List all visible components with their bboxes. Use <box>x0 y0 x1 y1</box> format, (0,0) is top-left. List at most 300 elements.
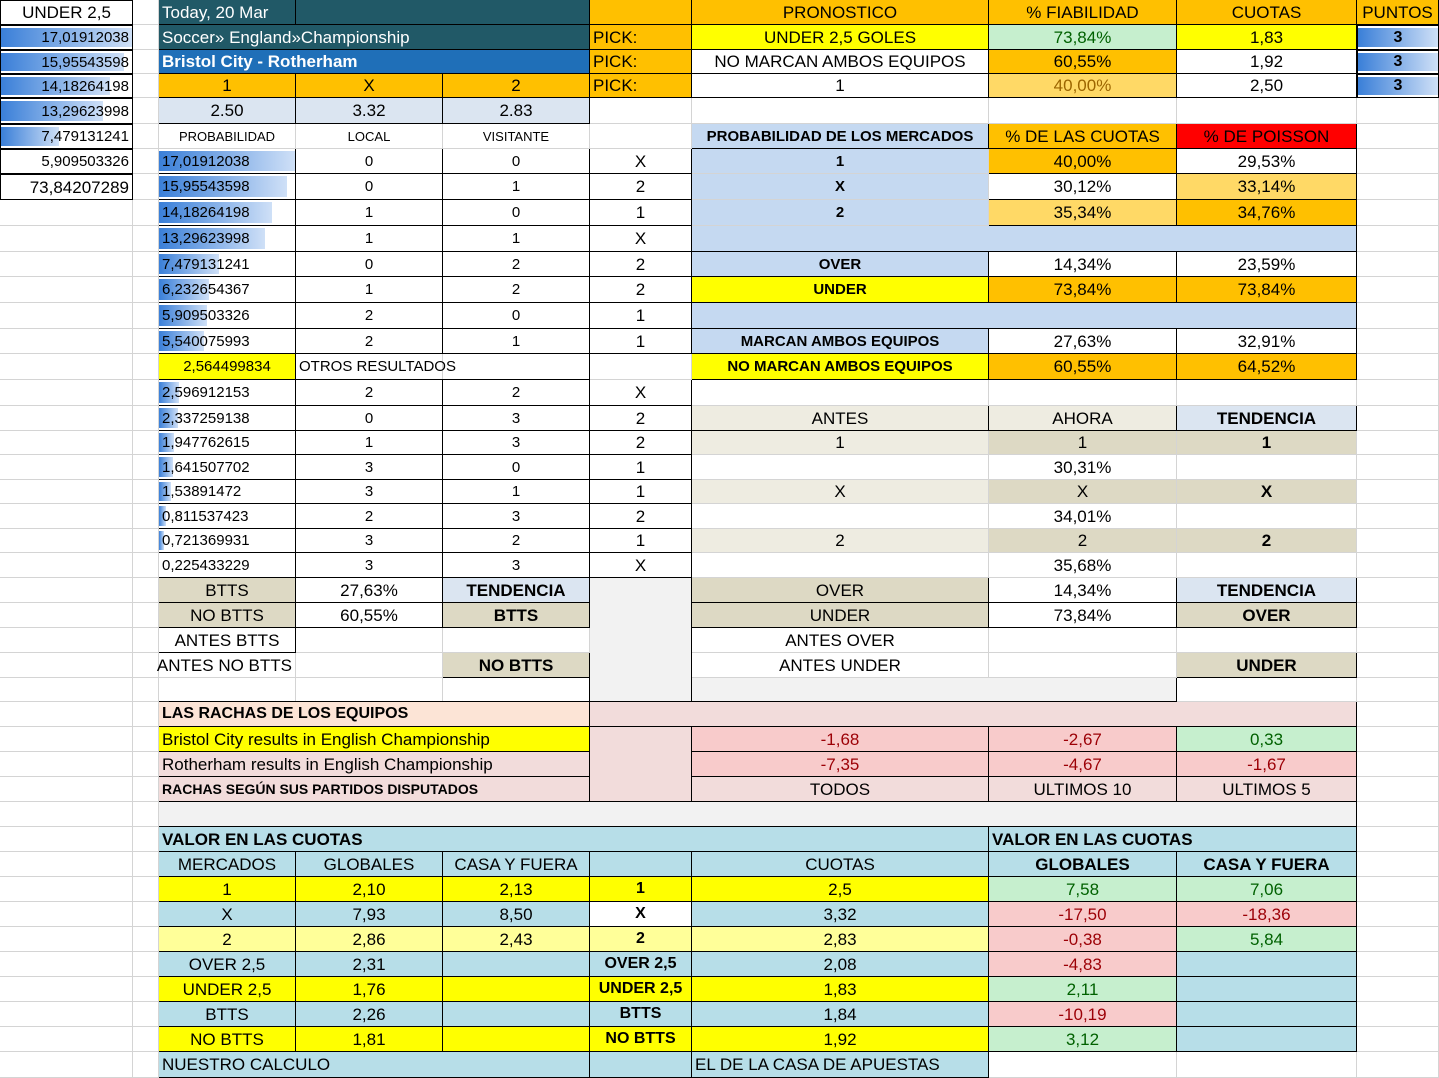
rachas-blank[interactable] <box>159 802 1357 827</box>
score-prob[interactable] <box>159 431 296 455</box>
valor-header-globales[interactable] <box>296 852 443 877</box>
trend-ahora[interactable] <box>989 480 1177 504</box>
ou-under-value[interactable] <box>989 603 1177 628</box>
empty-cell[interactable] <box>1357 653 1439 678</box>
btts-label[interactable] <box>692 329 989 354</box>
score-result[interactable] <box>590 200 692 226</box>
empty-cell[interactable] <box>0 252 133 277</box>
market-gap[interactable] <box>692 226 1357 252</box>
score-result[interactable] <box>590 504 692 529</box>
empty-cell[interactable] <box>133 25 159 50</box>
empty-cell[interactable] <box>1357 877 1439 902</box>
odds-label[interactable] <box>296 74 443 98</box>
empty-cell[interactable] <box>133 455 159 480</box>
score-prob[interactable] <box>159 455 296 480</box>
score-local[interactable] <box>296 252 443 277</box>
empty-cell[interactable] <box>1357 678 1439 702</box>
score-result[interactable] <box>590 329 692 354</box>
antes-btts[interactable] <box>159 628 296 653</box>
market-cuotas[interactable] <box>989 200 1177 226</box>
empty-cell[interactable] <box>0 877 133 902</box>
empty-cell[interactable] <box>0 1002 133 1027</box>
left-value[interactable] <box>0 25 133 50</box>
score-prob[interactable] <box>159 406 296 431</box>
empty-cell[interactable] <box>133 678 159 702</box>
odds-value[interactable] <box>159 98 296 124</box>
over-label[interactable] <box>692 252 989 277</box>
odds-label[interactable] <box>443 74 590 98</box>
score-result[interactable] <box>590 303 692 329</box>
empty-cell[interactable] <box>1357 702 1439 727</box>
empty-cell[interactable] <box>133 702 159 727</box>
ou-over-value[interactable] <box>989 578 1177 603</box>
markets-cuotas-header[interactable] <box>989 124 1177 149</box>
score-visitante[interactable] <box>443 303 590 329</box>
trend-antes[interactable] <box>692 553 989 578</box>
empty-cell[interactable] <box>0 529 133 553</box>
empty-cell[interactable] <box>133 877 159 902</box>
empty-cell[interactable] <box>1357 752 1439 777</box>
trend-ahora[interactable] <box>989 431 1177 455</box>
trend-ahora[interactable] <box>989 529 1177 553</box>
rachas-team2[interactable] <box>159 752 590 777</box>
empty-cell[interactable] <box>1357 380 1439 406</box>
pick-value[interactable] <box>692 50 989 74</box>
valor-key[interactable] <box>590 877 692 902</box>
trend-antes[interactable] <box>692 455 989 480</box>
pick-value[interactable] <box>692 74 989 98</box>
valor-title[interactable] <box>159 827 989 852</box>
empty-cell[interactable] <box>133 277 159 303</box>
nobtts-result[interactable] <box>443 653 590 678</box>
empty-cell[interactable] <box>692 98 989 124</box>
left-value[interactable] <box>0 50 133 74</box>
pronostico-header[interactable] <box>692 0 989 25</box>
valor-vc[interactable] <box>1177 952 1357 977</box>
valor-header-casa2[interactable] <box>1177 852 1357 877</box>
empty-cell[interactable] <box>0 727 133 752</box>
rachas-team1-value[interactable] <box>989 727 1177 752</box>
score-prob[interactable] <box>159 553 296 578</box>
score-prob[interactable] <box>159 200 296 226</box>
btts-spacer[interactable] <box>590 578 692 702</box>
empty-cell[interactable] <box>443 628 590 653</box>
valor-vg[interactable] <box>989 952 1177 977</box>
valor-header-cuotas[interactable] <box>692 852 989 877</box>
score-result[interactable] <box>590 553 692 578</box>
trend-antes[interactable] <box>692 431 989 455</box>
score-result[interactable] <box>590 226 692 252</box>
empty-cell[interactable] <box>0 406 133 431</box>
nobtts-poisson[interactable] <box>1177 354 1357 380</box>
btts-poisson[interactable] <box>1177 329 1357 354</box>
empty-cell[interactable] <box>133 174 159 200</box>
valor-cuota[interactable] <box>692 952 989 977</box>
empty-cell[interactable] <box>133 74 159 98</box>
empty-cell[interactable] <box>133 852 159 877</box>
trend-tendencia-header[interactable] <box>1177 406 1357 431</box>
score-visitante[interactable] <box>443 406 590 431</box>
valor-mercado[interactable] <box>159 952 296 977</box>
score-result[interactable] <box>590 252 692 277</box>
score-visitante[interactable] <box>443 226 590 252</box>
valor-globales[interactable] <box>296 1027 443 1052</box>
empty-cell[interactable] <box>133 480 159 504</box>
empty-cell[interactable] <box>692 380 989 406</box>
nobtts-label[interactable] <box>692 354 989 380</box>
empty-cell[interactable] <box>1357 927 1439 952</box>
empty-cell[interactable] <box>1177 98 1357 124</box>
rachas-spacer[interactable] <box>590 727 692 802</box>
empty-cell[interactable] <box>0 553 133 578</box>
empty-cell[interactable] <box>133 431 159 455</box>
score-visitante[interactable] <box>443 480 590 504</box>
empty-cell[interactable] <box>0 380 133 406</box>
score-prob[interactable] <box>159 226 296 252</box>
btts-block-value[interactable] <box>296 578 443 603</box>
empty-cell[interactable] <box>0 329 133 354</box>
empty-cell[interactable] <box>1357 578 1439 603</box>
empty-cell[interactable] <box>0 303 133 329</box>
empty-cell[interactable] <box>1357 553 1439 578</box>
empty-cell[interactable] <box>133 252 159 277</box>
empty-cell[interactable] <box>133 977 159 1002</box>
empty-cell[interactable] <box>0 927 133 952</box>
rachas-title-fill[interactable] <box>590 702 1357 727</box>
valor-cuota[interactable] <box>692 1002 989 1027</box>
empty-cell[interactable] <box>133 927 159 952</box>
pick-cuota[interactable] <box>1177 50 1357 74</box>
empty-cell[interactable] <box>1357 303 1439 329</box>
score-local[interactable] <box>296 200 443 226</box>
pick-cuota[interactable] <box>1177 25 1357 50</box>
rachas-column[interactable] <box>989 777 1177 802</box>
score-result[interactable] <box>590 529 692 553</box>
valor-key[interactable] <box>590 927 692 952</box>
market-label[interactable] <box>692 149 989 174</box>
valor-vg[interactable] <box>989 927 1177 952</box>
empty-cell[interactable] <box>133 124 159 149</box>
empty-cell[interactable] <box>1177 1052 1357 1078</box>
trend-ahora[interactable] <box>989 504 1177 529</box>
valor-globales[interactable] <box>296 952 443 977</box>
score-visitante[interactable] <box>443 431 590 455</box>
score-result[interactable] <box>590 149 692 174</box>
valor-mercado[interactable] <box>159 1027 296 1052</box>
score-visitante[interactable] <box>443 553 590 578</box>
valor-key[interactable] <box>590 1027 692 1052</box>
pick-fiabilidad[interactable] <box>989 25 1177 50</box>
valor-cuota[interactable] <box>692 877 989 902</box>
score-visitante[interactable] <box>443 252 590 277</box>
empty-cell[interactable] <box>989 628 1177 653</box>
market-label[interactable] <box>692 200 989 226</box>
valor-globales[interactable] <box>296 1002 443 1027</box>
score-local[interactable] <box>296 329 443 354</box>
score-prob[interactable] <box>159 174 296 200</box>
rachas-team1-value[interactable] <box>692 727 989 752</box>
over-poisson[interactable] <box>1177 252 1357 277</box>
score-local[interactable] <box>296 480 443 504</box>
empty-cell[interactable] <box>133 952 159 977</box>
valor-vg[interactable] <box>989 902 1177 927</box>
valor-mercado[interactable] <box>159 902 296 927</box>
empty-cell[interactable] <box>1357 455 1439 480</box>
empty-cell[interactable] <box>590 124 692 149</box>
empty-cell[interactable] <box>1357 1002 1439 1027</box>
trend-antes-header[interactable] <box>692 406 989 431</box>
empty-cell[interactable] <box>1357 902 1439 927</box>
valor-cuota[interactable] <box>692 902 989 927</box>
score-visitante[interactable] <box>443 529 590 553</box>
empty-cell[interactable] <box>133 303 159 329</box>
btts-cuotas[interactable] <box>989 329 1177 354</box>
empty-cell[interactable] <box>989 1052 1177 1078</box>
score-result[interactable] <box>590 455 692 480</box>
empty-cell[interactable] <box>1357 504 1439 529</box>
score-visitante[interactable] <box>443 277 590 303</box>
empty-cell[interactable] <box>0 827 133 852</box>
score-local[interactable] <box>296 174 443 200</box>
empty-cell[interactable] <box>0 802 133 827</box>
trend-tendencia[interactable] <box>1177 455 1357 480</box>
empty-cell[interactable] <box>133 1052 159 1078</box>
local-header[interactable] <box>296 124 443 149</box>
valor-footer-right[interactable] <box>692 1052 989 1078</box>
valor-cuota[interactable] <box>692 977 989 1002</box>
market-poisson[interactable] <box>1177 174 1357 200</box>
empty-cell[interactable] <box>1357 952 1439 977</box>
empty-cell[interactable] <box>0 653 133 678</box>
trend-ahora[interactable] <box>989 455 1177 480</box>
empty-cell[interactable] <box>1357 200 1439 226</box>
score-prob[interactable] <box>159 380 296 406</box>
valor-cuota[interactable] <box>692 927 989 952</box>
ou-tendencia-value[interactable] <box>1177 603 1357 628</box>
empty-cell[interactable] <box>0 852 133 877</box>
valor-vc[interactable] <box>1177 1027 1357 1052</box>
cuotas-header[interactable] <box>1177 0 1357 25</box>
empty-cell[interactable] <box>1357 431 1439 455</box>
empty-cell[interactable] <box>1357 98 1439 124</box>
empty-cell[interactable] <box>133 1027 159 1052</box>
valor-vg[interactable] <box>989 1027 1177 1052</box>
rachas-team2-value[interactable] <box>1177 752 1357 777</box>
header-date[interactable] <box>159 0 296 25</box>
empty-cell[interactable] <box>133 98 159 124</box>
empty-cell[interactable] <box>0 354 133 380</box>
empty-cell[interactable] <box>0 777 133 802</box>
valor-casa[interactable] <box>443 1027 590 1052</box>
trend-tendencia[interactable] <box>1177 529 1357 553</box>
empty-cell[interactable] <box>133 553 159 578</box>
markets-header[interactable] <box>692 124 989 149</box>
empty-cell[interactable] <box>296 653 443 678</box>
score-local[interactable] <box>296 303 443 329</box>
empty-cell[interactable] <box>1357 174 1439 200</box>
valor-key[interactable] <box>590 902 692 927</box>
empty-cell[interactable] <box>0 952 133 977</box>
under-poisson[interactable] <box>1177 277 1357 303</box>
pick-puntos[interactable] <box>1357 74 1439 98</box>
valor-casa[interactable] <box>443 877 590 902</box>
score-local[interactable] <box>296 226 443 252</box>
valor-globales[interactable] <box>296 902 443 927</box>
score-visitante[interactable] <box>443 200 590 226</box>
valor-cuota[interactable] <box>692 1027 989 1052</box>
valor-header-casa[interactable] <box>443 852 590 877</box>
empty-cell[interactable] <box>0 752 133 777</box>
header-league[interactable] <box>159 25 590 50</box>
trend-antes[interactable] <box>692 529 989 553</box>
score-prob[interactable] <box>159 303 296 329</box>
pick-value[interactable] <box>692 25 989 50</box>
empty-cell[interactable] <box>1357 1052 1439 1078</box>
empty-cell[interactable] <box>133 504 159 529</box>
score-result[interactable] <box>590 431 692 455</box>
valor-key[interactable] <box>590 952 692 977</box>
header-match[interactable] <box>159 50 590 74</box>
rachas-team2-value[interactable] <box>989 752 1177 777</box>
left-total[interactable] <box>0 174 133 200</box>
trend-ahora-header[interactable] <box>989 406 1177 431</box>
valor-header-mercados[interactable] <box>159 852 296 877</box>
markets-poisson-header[interactable] <box>1177 124 1357 149</box>
trend-tendencia[interactable] <box>1177 480 1357 504</box>
ou-under-label[interactable] <box>692 603 989 628</box>
pick-label[interactable] <box>590 25 692 50</box>
pick-label[interactable] <box>590 74 692 98</box>
valor-header-blank[interactable] <box>590 852 692 877</box>
score-local[interactable] <box>296 277 443 303</box>
rachas-footer[interactable] <box>159 777 590 802</box>
market-poisson[interactable] <box>1177 200 1357 226</box>
visitante-header[interactable] <box>443 124 590 149</box>
empty-cell[interactable] <box>133 50 159 74</box>
under-label[interactable] <box>692 277 989 303</box>
antes-nobtts[interactable] <box>133 653 296 678</box>
header-fill[interactable] <box>296 0 590 25</box>
empty-cell[interactable] <box>1357 277 1439 303</box>
puntos-header[interactable] <box>1357 0 1439 25</box>
score-prob[interactable] <box>159 529 296 553</box>
trend-tendencia[interactable] <box>1177 504 1357 529</box>
empty-cell[interactable] <box>133 354 159 380</box>
btts-blank-row[interactable] <box>159 678 590 702</box>
score-visitante[interactable] <box>443 504 590 529</box>
empty-cell[interactable] <box>133 578 159 603</box>
pick-puntos[interactable] <box>1357 25 1439 50</box>
valor-vc[interactable] <box>1177 902 1357 927</box>
empty-cell[interactable] <box>0 277 133 303</box>
valor-casa[interactable] <box>443 1002 590 1027</box>
ou-over-label[interactable] <box>692 578 989 603</box>
score-result[interactable] <box>590 277 692 303</box>
empty-cell[interactable] <box>1357 354 1439 380</box>
nobtts-block-label[interactable] <box>159 603 296 628</box>
empty-cell[interactable] <box>133 777 159 802</box>
valor-key[interactable] <box>590 977 692 1002</box>
over-cuotas[interactable] <box>989 252 1177 277</box>
empty-cell[interactable] <box>1177 628 1357 653</box>
empty-cell[interactable] <box>1357 802 1439 827</box>
empty-cell[interactable] <box>590 354 692 380</box>
score-prob[interactable] <box>159 277 296 303</box>
left-value[interactable] <box>0 74 133 98</box>
empty-cell[interactable] <box>1357 529 1439 553</box>
valor-globales[interactable] <box>296 977 443 1002</box>
score-visitante[interactable] <box>443 455 590 480</box>
left-value[interactable] <box>0 149 133 174</box>
valor-mercado[interactable] <box>159 877 296 902</box>
valor-vc[interactable] <box>1177 877 1357 902</box>
empty-cell[interactable] <box>133 727 159 752</box>
empty-cell[interactable] <box>0 977 133 1002</box>
rachas-column[interactable] <box>1177 777 1357 802</box>
empty-cell[interactable] <box>1177 380 1357 406</box>
prob-header[interactable] <box>159 124 296 149</box>
score-local[interactable] <box>296 149 443 174</box>
empty-cell[interactable] <box>0 678 133 702</box>
valor-casa[interactable] <box>443 952 590 977</box>
valor-vg[interactable] <box>989 1002 1177 1027</box>
empty-cell[interactable] <box>133 380 159 406</box>
score-prob[interactable] <box>159 149 296 174</box>
empty-cell[interactable] <box>0 480 133 504</box>
score-prob[interactable] <box>159 480 296 504</box>
empty-cell[interactable] <box>0 455 133 480</box>
valor-mercado[interactable] <box>159 977 296 1002</box>
empty-cell[interactable] <box>133 628 159 653</box>
empty-cell[interactable] <box>1357 252 1439 277</box>
empty-cell[interactable] <box>296 628 443 653</box>
score-visitante[interactable] <box>443 149 590 174</box>
empty-cell[interactable] <box>133 149 159 174</box>
empty-cell[interactable] <box>133 226 159 252</box>
valor-title2[interactable] <box>989 827 1357 852</box>
empty-cell[interactable] <box>0 902 133 927</box>
trend-ahora[interactable] <box>989 553 1177 578</box>
valor-mercado[interactable] <box>159 1002 296 1027</box>
empty-cell[interactable] <box>1357 852 1439 877</box>
empty-cell[interactable] <box>133 200 159 226</box>
trend-tendencia[interactable] <box>1177 553 1357 578</box>
score-local[interactable] <box>296 380 443 406</box>
empty-cell[interactable] <box>133 406 159 431</box>
left-value[interactable] <box>0 98 133 124</box>
valor-vc[interactable] <box>1177 927 1357 952</box>
under-cuotas[interactable] <box>989 277 1177 303</box>
empty-cell[interactable] <box>1357 977 1439 1002</box>
left-value[interactable] <box>0 124 133 149</box>
score-prob[interactable] <box>159 252 296 277</box>
otros-value[interactable] <box>159 354 296 380</box>
empty-cell[interactable] <box>0 431 133 455</box>
empty-cell[interactable] <box>1357 827 1439 852</box>
odds-value[interactable] <box>296 98 443 124</box>
rachas-column[interactable] <box>692 777 989 802</box>
valor-header-globales2[interactable] <box>989 852 1177 877</box>
score-local[interactable] <box>296 406 443 431</box>
odds-value[interactable] <box>443 98 590 124</box>
empty-cell[interactable] <box>1357 628 1439 653</box>
score-local[interactable] <box>296 504 443 529</box>
pick-label[interactable] <box>590 50 692 74</box>
valor-mercado[interactable] <box>159 927 296 952</box>
rachas-team1-value[interactable] <box>1177 727 1357 752</box>
score-result[interactable] <box>590 406 692 431</box>
trend-antes[interactable] <box>692 504 989 529</box>
